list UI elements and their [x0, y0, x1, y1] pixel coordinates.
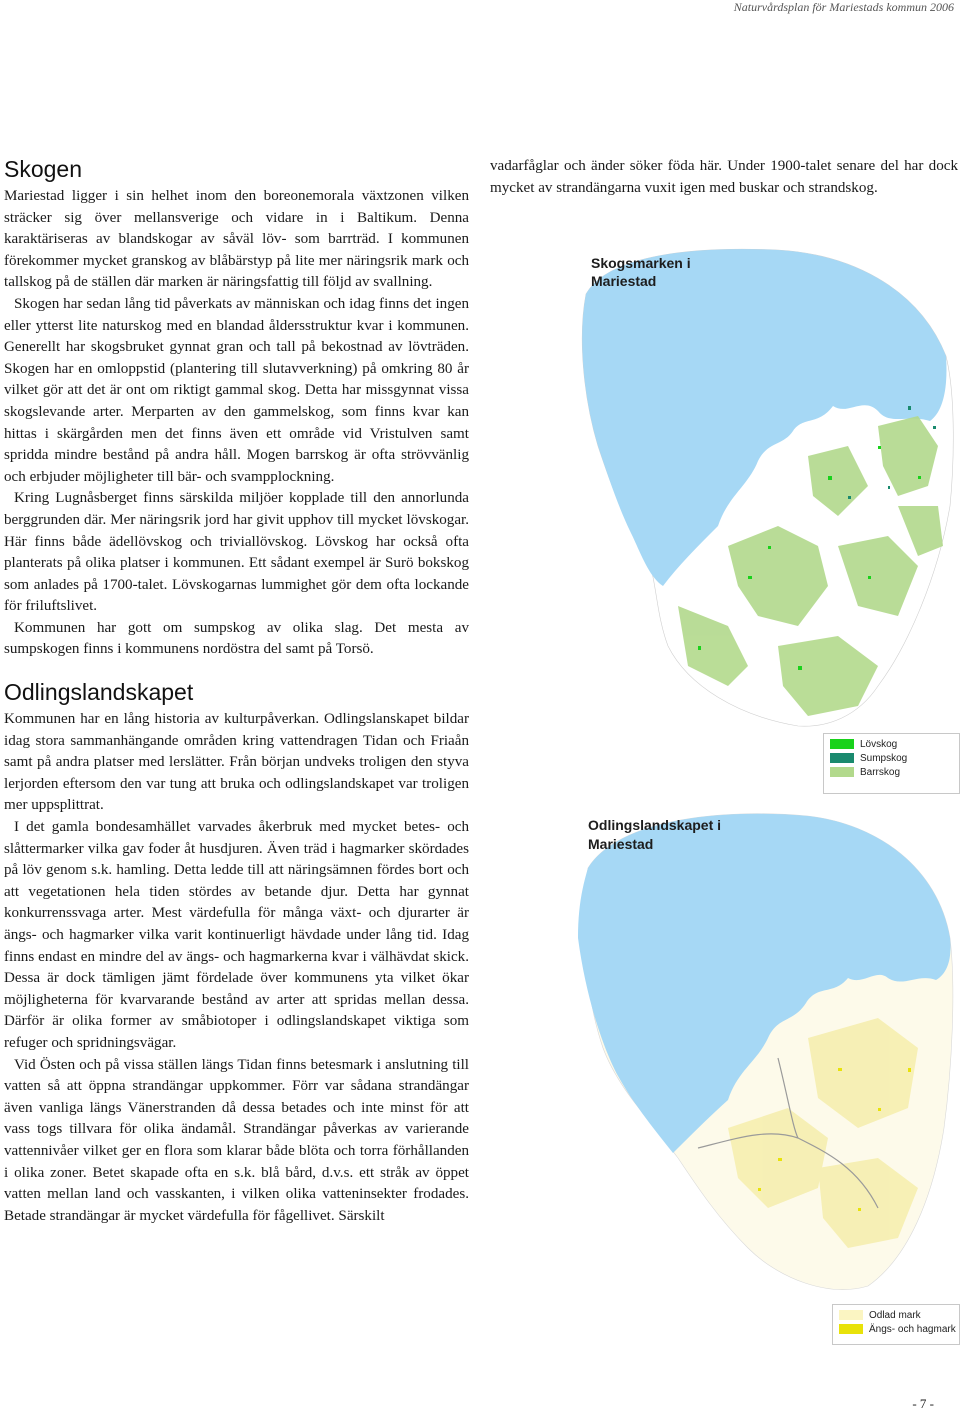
legend-swatch-sumpskog — [830, 753, 854, 763]
right-column — [490, 156, 958, 199]
legend-item-lovskog — [824, 737, 959, 751]
legend-label-angs-hagmark: Ängs- och hagmark — [869, 1323, 956, 1335]
odling-continuation: vadarfåglar och änder söker föda här. Under 1900-talet senare del har dock mycket av strandängarna vuxit igen med buskar och strandskog. — [490, 158, 958, 196]
odling-paragraph-2: I det gamla bondesamhället varvades åkerbruk med mycket betes- och slåttermarker vilka gav foder åt husdjuren. Även träd i hagmarker skördades på löv genom s.k. hamling. Detta ledde till att näringsämnen fördes bort och att vegetationen hela tiden stördes av betande djur. Detta har gynnat konkurrenssvaga arter. Mest värdefulla för många växt- och djurarter är ängs- och hagmarker vilka varit kontinuerligt hävdade under lång tid. Idag finns endast en mindre del av ängs- och hagmarkerna kvar i välhävdat skick. Dessa är dock tämligen jämt fördelade över kommunens yta vilket ökar möjligheterna för kvarvarande bestånd av arter att spridas mellan dessa. Därför är olika former av småbiotoper i odlingslandskapet viktiga som refuger och spridningsvägar. — [4, 819, 469, 1051]
farm-map — [578, 808, 958, 1298]
odling-paragraph-1: Kommunen har en lång historia av kulturpåverkan. Odlingslanskapet bildar idag stora sammanhängande områden kring vattendragen Tidan och Friaån samt på andra platser med lerslätter. Från början undveks troligen den styva lerjorden eftersom den var tung att bruka och odlingslandskapet var troligen mer uppsplittrat. — [4, 711, 469, 814]
legend-label-odlad-mark: Odlad mark — [869, 1309, 921, 1321]
farm-map-legend — [832, 1304, 960, 1345]
forest-map — [578, 246, 958, 732]
forest-map-legend — [823, 733, 960, 794]
skogen-paragraph-3: Kring Lugnåsberget finns särskilda miljöer kopplade till den annorlunda berggrunden där. Mer näringsrik jord har givit upphov till mycket lövskogar. Här finns både ädellövskog och triviallövskog. Lövskog har också ofta planterats på olika platser i kommunen. Ett sådant exempel är Surö bokskog som anlades på 1700-talet. Lövskogarnas lummighet gör dem ofta lockande för friluftslivet. — [4, 490, 469, 615]
skogen-paragraph-2: Skogen har sedan lång tid påverkats av människan och idag finns det ingen eller ytterst lite naturskog med en blandad åldersstruktur kvar i kommunen. Generellt har skogsbruket gynnat gran och tall på bekostnad av lövträden. Skogen har en omloppstid (plantering till slutavverkning) på omkring 80 år vilket gör att det är ont om riktigt gammal skog. Detta har missgynnat vissa skogslevande arter. Merparten av den gammelskog, som finns kvar kan hittas i skärgården men det finns även ett område vid Vristulven samt spridda mindre bestånd på andra håll. Mogen barrskog är ofta strövvänlig och erbjuder möjligheter till bär- och svampplockning. — [4, 295, 469, 485]
legend-label-lovskog: Lövskog — [860, 738, 898, 750]
forest-map-title-line2: Mariestad — [591, 273, 657, 289]
legend-swatch-angs-hagmark — [839, 1324, 863, 1334]
left-column — [4, 156, 469, 1227]
legend-label-barrskog: Barrskog — [860, 766, 901, 778]
legend-item-odlad-mark — [833, 1308, 959, 1322]
legend-item-angs-hagmark — [833, 1322, 959, 1336]
skogen-paragraph-1: Mariestad ligger i sin helhet inom den boreonemorala växtzonen vilken sträcker sig över mellansverige och vidare in i Baltikum. Denna karaktäriseras av blandskogar av såväl löv- som barrträd. I kommunen förekommer mycket granskog av blåbärstyp på lite mer näringsrik mark och tallskog på de ställen där marken är näringsfattig till följd av svallning. — [4, 188, 469, 291]
legend-label-sumpskog: Sumpskog — [860, 752, 908, 764]
legend-swatch-barrskog — [830, 767, 854, 777]
farm-map-title-line2: Mariestad — [588, 836, 654, 852]
legend-swatch-odlad-mark — [839, 1310, 863, 1320]
section-title-odling: Odlingslandskapet — [4, 679, 194, 706]
skogen-paragraph-4: Kommunen har gott om sumpskog av olika slag. Det mesta av sumpskogen finns i kommunens nordöstra del samt på Torsö. — [4, 619, 469, 658]
forest-map-title-line1: Skogsmarken i — [591, 255, 691, 271]
legend-swatch-lovskog — [830, 739, 854, 749]
page-number: - 7 - — [912, 1396, 934, 1411]
legend-item-barrskog — [824, 765, 959, 779]
odling-paragraph-3: Vid Östen och på vissa ställen längs Tidan finns betesmark i anslutning till vatten så att öppna strandängar uppkommer. Förr var sådana strandängar även vanliga längs Vänerstranden då dessa betades och inte minst för att vass togs tillvara för olika ändamål. Strandängar påverkas av varierande vattennivåer vilket ger en flora som klarar både blöta och torra förhållanden i olika zoner. Betet skapade ofta en s.k. blå bård, d.v.s. ett stråk av öppet vatten mellan land och vasskanten, i vilken olika vatteninsekter frodades. Betade strandängar är mycket värdefulla för fågellivet. Särskilt — [4, 1056, 469, 1224]
legend-item-sumpskog — [824, 751, 959, 765]
section-title-skogen: Skogen — [4, 156, 83, 182]
farm-map-title-line1: Odlingslandskapet i — [588, 817, 722, 833]
running-head: Naturvårdsplan för Mariestads kommun 2006 — [733, 0, 954, 14]
